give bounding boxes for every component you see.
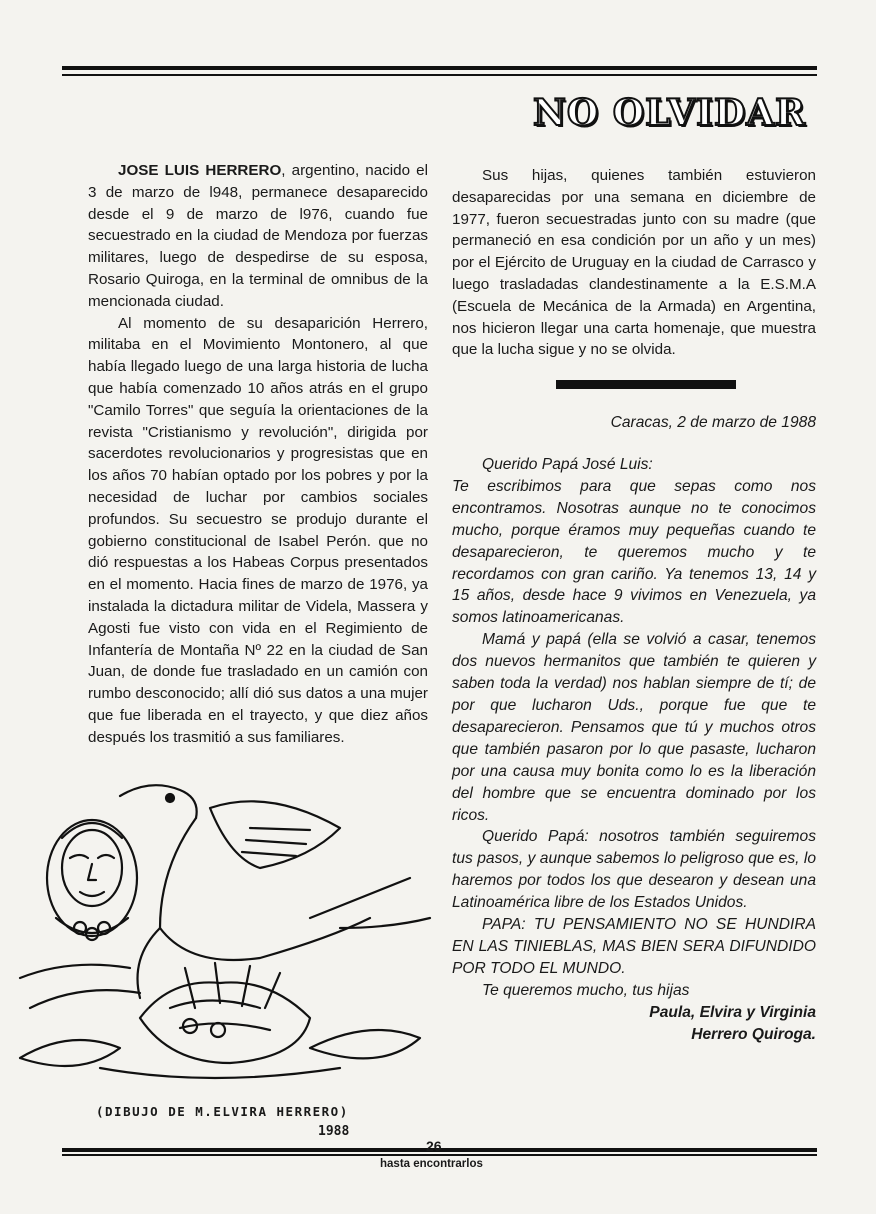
letter-signature-surname: Herrero Quiroga. [691,1025,816,1043]
letter-paragraph-1: Te escribimos para que sepas como nos encontramos. Nosotras aunque no te conocimos mucho, porque éramos muy pequeñas cuando te desaparecieron, te queremos mucho y te recordamos con gran cariño. Ya tenemos 13, 14 y 15 años, desde hace 9 vivimos en Venezuela, ya somos latinoamericanas. [452,477,816,627]
person-name: JOSE LUIS HERRERO [118,162,282,179]
leaf-right [310,1030,420,1058]
left-column [88,160,428,749]
top-rule-thin [62,74,817,76]
bottom-rule-thin [62,1154,817,1156]
hand-drawing-illustration [10,768,440,1098]
bird-wing [210,801,340,868]
letter-paragraph-4: PAPA: TU PENSAMIENTO NO SE HUNDIRA EN LAS TINIEBLAS, MAS BIEN SERA DIFUNDIDO POR TODO EL MUNDO. [452,916,816,977]
bird-head [120,785,197,818]
letter-salutation: Querido Papá José Luis: [482,456,653,473]
letter-signature-names: Paula, Elvira y Virginia [649,1003,816,1021]
right-column [452,165,816,361]
publication-name: hasta encontrarlos [380,1158,483,1170]
intro-text: , argentino, nacido el 3 de marzo de l948, permanece desaparecido desde el 9 de marzo de l976, cuando fue secuestrado en la ciudad de Mendoza por fuerzas militares, luego de despedirse de su esposa, Rosario Quiroga, en la terminal de omnibus de la mencionada ciudad. [88,162,428,310]
top-rule [62,66,817,70]
section-separator [556,380,736,389]
history-paragraph: Al momento de su desaparición Herrero, militaba en el Movimiento Montonero, al que había llegado luego de una larga historia de lucha que había comenzado 10 años atrás en el grupo "Camilo Torres" que seguía la orientaciones de la revista "Cristianismo y revolución", dirigida por sacerdotes revolucionarios y progresistas que en los años 70 habían optado por los pobres y por la necesidad de luchar por cambios sociales profundos. Su secuestro se produjo durante el gobierno constitucional de Isabel Perón. que no dió respuestas a los Habeas Corpus presentados en el momento. Hacia fines de marzo de 1976, ya instalada la dictadura militar de Videla, Massera y Agosti fue visto con vida en el Regimiento de Infantería de Montaña Nº 22 en la ciudad de San Juan, de donde fue trasladado en un camión con rumbo desconocido; allí dió sus datos a una mujer que fue liberada en el trayecto, y que diez años después los trasmitió a sus familiares. [88,314,428,746]
bird-body [160,818,370,960]
letter-paragraph-3: Querido Papá: nosotros también seguiremos tus pasos, y aunque sabemos lo peligroso que es, lo haremos por todos los que desearon y desean una Latinoamérica libre de los Estados Unidos. [452,828,816,912]
page-number: 26 [426,1138,442,1154]
section-title: NO OLVIDAR [533,92,807,134]
intro-paragraph [88,160,428,313]
letter-date: Caracas, 2 de marzo de 1988 [610,414,816,431]
drawing-caption: (DIBUJO DE M.ELVIRA HERRERO) [96,1104,349,1119]
portrait-frame [47,820,137,936]
leaf-left [20,1040,120,1066]
drawing-year: 1988 [318,1124,350,1139]
letter-paragraph-2: Mamá y papá (ella se volvió a casar, tenemos dos nuevos hermanitos que también te quieren y saben toda la verdad) nos hablan siempre de tí; de por que lucharon Uds., porque fue que te desaparecieron. Pensamos que tú y muchos otros que también pasaron por lo que pasaste, lucharon por una causa muy bonita como lo es la liberación del hombre que se encuentra dominado por los ricos. [452,631,816,824]
daughters-paragraph: Sus hijas, quienes también estuvieron desaparecidas por una semana en diciembre de 1977, fueron secuestradas junto con su madre (que permaneció en esa condición por un año y un mes) por el Ejército de Uruguay en la ciudad de Carrasco y luego trasladadas clandestinamente a la E.S.M.A (Escuela de Mecánica de la Armada) en Argentina, nos hicieron llegar una carta homenaje, que muestra que la lucha sigue y no se olvida. [452,167,816,359]
letter-body [452,454,816,1045]
letter-closing: Te queremos mucho, tus hijas [482,981,690,999]
